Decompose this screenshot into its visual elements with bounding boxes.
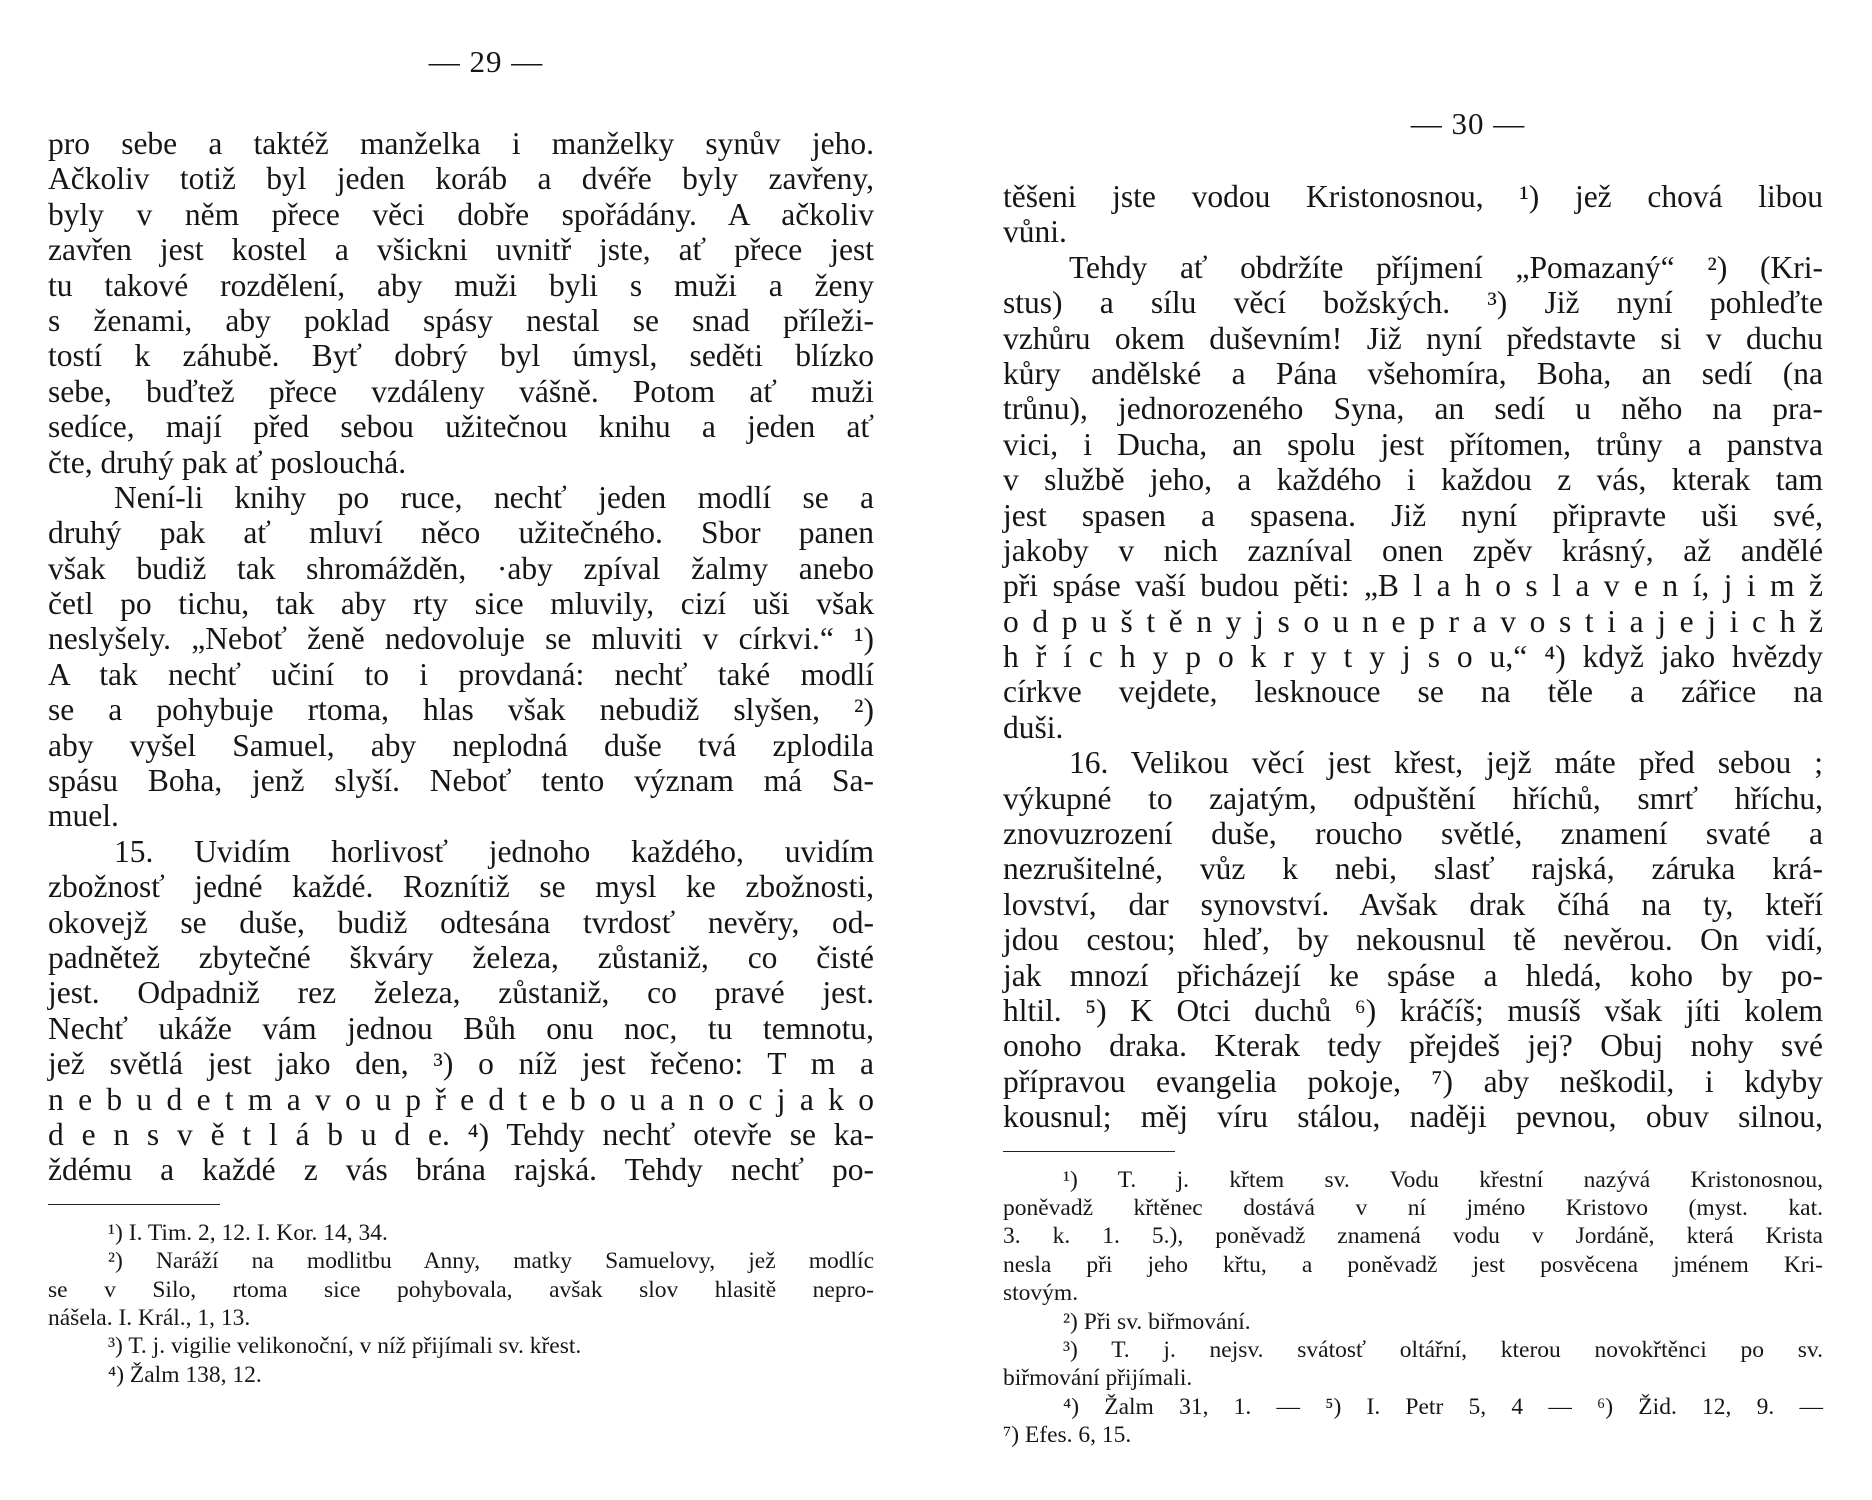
text-line: vici, i Ducha, an spolu jest přítomen, trůny a panstva <box>1003 426 1823 462</box>
text-line: vzhůru okem duševním! Již nyní představte si v duchu <box>1003 320 1823 356</box>
footnote-line: ²) Při sv. biřmování. <box>1063 1308 1251 1335</box>
page-number: — 29 — <box>428 44 544 79</box>
footnote-line: ⁷) Efes. 6, 15. <box>1003 1422 1132 1449</box>
text-line: h ř í c h y p o k r y t y j s o u,“ ⁴) když jako hvězdy <box>1003 639 1823 675</box>
text-line: četl po tichu, tak aby rty sice mluvily, cizí uši však <box>48 586 874 622</box>
footnote-line: ⁴) Žalm 138, 12. <box>108 1361 262 1388</box>
text-line: duši. <box>1003 709 1064 745</box>
footnote-line: ²) Naráží na modlitbu Anny, matky Samuelovy, jež modlíc <box>108 1248 874 1275</box>
body-text <box>1003 179 1823 1135</box>
text-line: Ačkoliv totiž byl jeden koráb a dvéře byly zavřeny, <box>48 161 874 197</box>
text-line: v službě jeho, a každého i každou z vás, kterak tam <box>1003 462 1823 498</box>
text-line: trůnu), jednorozeného Syna, an sedí u něho na pra- <box>1003 391 1823 427</box>
text-line: zbožnosť jedné každé. Roznítiž se mysl ke zbožnosti, <box>48 869 874 905</box>
text-line: jest spasen a spasena. Již nyní připravte uši své, <box>1003 497 1823 533</box>
footnotes <box>1003 1166 1823 1450</box>
text-line: hltil. ⁵) K Otci duchů ⁶) kráčíš; musíš však jíti kolem <box>1003 992 1823 1028</box>
text-line: tostí k záhubě. Byť dobrý byl úmysl, seděti blízko <box>48 338 874 374</box>
body-text <box>48 126 874 1188</box>
text-line: druhý pak ať mluví něco užitečného. Sbor panen <box>48 515 874 551</box>
text-line: těšeni jste vodou Kristonosnou, ¹) jež chová libou <box>1003 179 1823 214</box>
text-line: byly v něm přece věci dobře spořádány. A ačkoliv <box>48 196 874 232</box>
text-line: církve vejdete, lesknouce se na těle a zářice na <box>1003 674 1823 710</box>
text-line: sedíce, mají před sebou užitečnou knihu a jeden ať <box>48 409 874 445</box>
text-line: onoho draka. Kterak tedy přejdeš jej? Obuj nohy své <box>1003 1028 1823 1064</box>
footnote-line: ¹) I. Tim. 2, 12. I. Kor. 14, 34. <box>108 1219 388 1246</box>
text-line: Tehdy ať obdržíte příjmení „Pomazaný“ ²) (Kri- <box>1069 249 1823 285</box>
text-line: n e b u d e t m a v o u p ř e d t e b o u a n o c j a k o <box>48 1081 874 1117</box>
footnote-line: se v Silo, rtoma sice pohybovala, avšak slov hlasitě nepro- <box>48 1276 874 1303</box>
footnote-line: ¹) T. j. křtem sv. Vodu křestní nazývá Kristonosnou, <box>1063 1166 1823 1193</box>
text-line: vůni. <box>1003 214 1067 250</box>
text-line: d e n s v ě t l á b u d e. ⁴) Tehdy nechť otevře se ka- <box>48 1116 874 1152</box>
text-line: čte, druhý pak ať poslouchá. <box>48 444 407 480</box>
footnote-line: ³) T. j. nejsv. svátosť oltářní, kterou novokřtěnci po sv. <box>1063 1336 1823 1363</box>
text-line: 16. Velikou věcí jest křest, jejž máte před sebou ; <box>1069 745 1823 781</box>
text-line: kůry andělské a Pána všehomíra, Boha, an sedí (na <box>1003 355 1823 391</box>
text-line: s ženami, aby poklad spásy nestal se snad příleži- <box>48 302 874 338</box>
text-line: tu takové rozdělení, aby muži byli s muži a ženy <box>48 267 874 303</box>
text-line: A tak nechť učiní to i provdaná: nechť také modlí <box>48 656 874 692</box>
text-line: se a pohybuje rtoma, hlas však nebudiž slyšen, ²) <box>48 692 874 728</box>
text-line: jež světlá jest jako den, ³) o níž jest řečeno: T m a <box>48 1046 874 1082</box>
text-line: sebe, buďtež přece vzdáleny vášně. Potom ať muži <box>48 373 874 409</box>
text-line: jest. Odpadniž rez železa, zůstaniž, co pravé jest. <box>48 975 874 1011</box>
text-line: jdou cestou; hleď, by nekousnul tě nevěrou. On vidí, <box>1003 922 1823 958</box>
text-line: Není-li knihy po ruce, nechť jeden modlí se a <box>114 479 874 515</box>
footnote-line: ³) T. j. vigilie velikonoční, v níž přijímali sv. křest. <box>108 1333 582 1360</box>
right-page <box>1003 100 1823 1449</box>
text-line: 15. Uvidím horlivosť jednoho každého, uvidím <box>114 833 874 869</box>
text-line: padnětež zbytečné škváry železa, zůstaniž, co čisté <box>48 939 874 975</box>
footnote-line: poněvadž křtěnec dostává v ní jméno Kristovo (myst. kat. <box>1003 1194 1823 1221</box>
text-line: stus) a sílu věcí božských. ³) Již nyní pohleďte <box>1003 285 1823 321</box>
text-line: znovuzrození duše, roucho světlé, znamení svaté a <box>1003 816 1823 852</box>
text-line: spásu Boha, jenž slyší. Neboť tento význam má Sa- <box>48 763 874 799</box>
text-line: jakoby v nich zazníval onen zpěv krásný, až andělé <box>1003 532 1823 568</box>
left-page <box>48 36 874 1389</box>
text-line: jak mnozí přicházejí ke spáse a hledá, koho by po- <box>1003 957 1823 993</box>
text-line: kousnul; měj víru stálou, naději pevnou, obuv silnou, <box>1003 1099 1823 1135</box>
text-line: neslyšely. „Neboť ženě nedovoluje se mluviti v církvi.“ ¹) <box>48 621 874 657</box>
text-line: pro sebe a taktéž manželka i manželky synův jeho. <box>48 126 874 161</box>
footnote-line: 3. k. 1. 5.), poněvadž znamená vodu v Jordáně, která Krista <box>1003 1223 1823 1250</box>
text-line: při spáse vaší budou pěti: „B l a h o s l a v e n í, j i m ž <box>1003 568 1823 604</box>
page-number: — 30 — <box>1410 106 1526 141</box>
footnote-line: biřmování přijímali. <box>1003 1365 1193 1392</box>
footnote-line: stovým. <box>1003 1280 1079 1307</box>
footnotes <box>48 1219 874 1389</box>
text-line: okovejž se duše, budiž odtesána tvrdosť nevěry, od- <box>48 904 874 940</box>
text-line: však budiž tak shromážděn, ·aby zpíval žalmy anebo <box>48 550 874 586</box>
text-line: o d p u š t ě n y j s o u n e p r a v o s t i a j e j i c h ž <box>1003 603 1823 639</box>
text-line: nezrušitelné, vůz k nebi, slasť rajská, záruka krá- <box>1003 851 1823 887</box>
footnote-rule <box>48 1204 220 1205</box>
text-line: aby vyšel Samuel, aby neplodná duše tvá zplodila <box>48 727 874 763</box>
text-line: Nechť ukáže vám jednou Bůh onu noc, tu temnotu, <box>48 1010 874 1046</box>
text-line: ždému a každé z vás brána rajská. Tehdy nechť po- <box>48 1152 874 1188</box>
text-line: muel. <box>48 798 119 834</box>
footnote-rule <box>1003 1151 1175 1152</box>
footnote-line: nášela. I. Král., 1, 13. <box>48 1304 251 1331</box>
text-line: lovství, dar synovství. Avšak drak číhá na ty, kteří <box>1003 886 1823 922</box>
text-line: přípravou evangelia pokoje, ⁷) aby neškodil, i kdyby <box>1003 1063 1823 1099</box>
footnote-line: ⁴) Žalm 31, 1. — ⁵) I. Petr 5, 4 — ⁶) Žid. 12, 9. — <box>1063 1393 1823 1420</box>
text-line: zavřen jest kostel a všickni uvnitř jste, ať přece jest <box>48 232 874 268</box>
footnote-line: nesla při jeho křtu, a poněvadž jest posvěcena jménem Kri- <box>1003 1251 1823 1278</box>
text-line: výkupné to zajatým, odpuštění hříchů, smrť hříchu, <box>1003 780 1823 816</box>
